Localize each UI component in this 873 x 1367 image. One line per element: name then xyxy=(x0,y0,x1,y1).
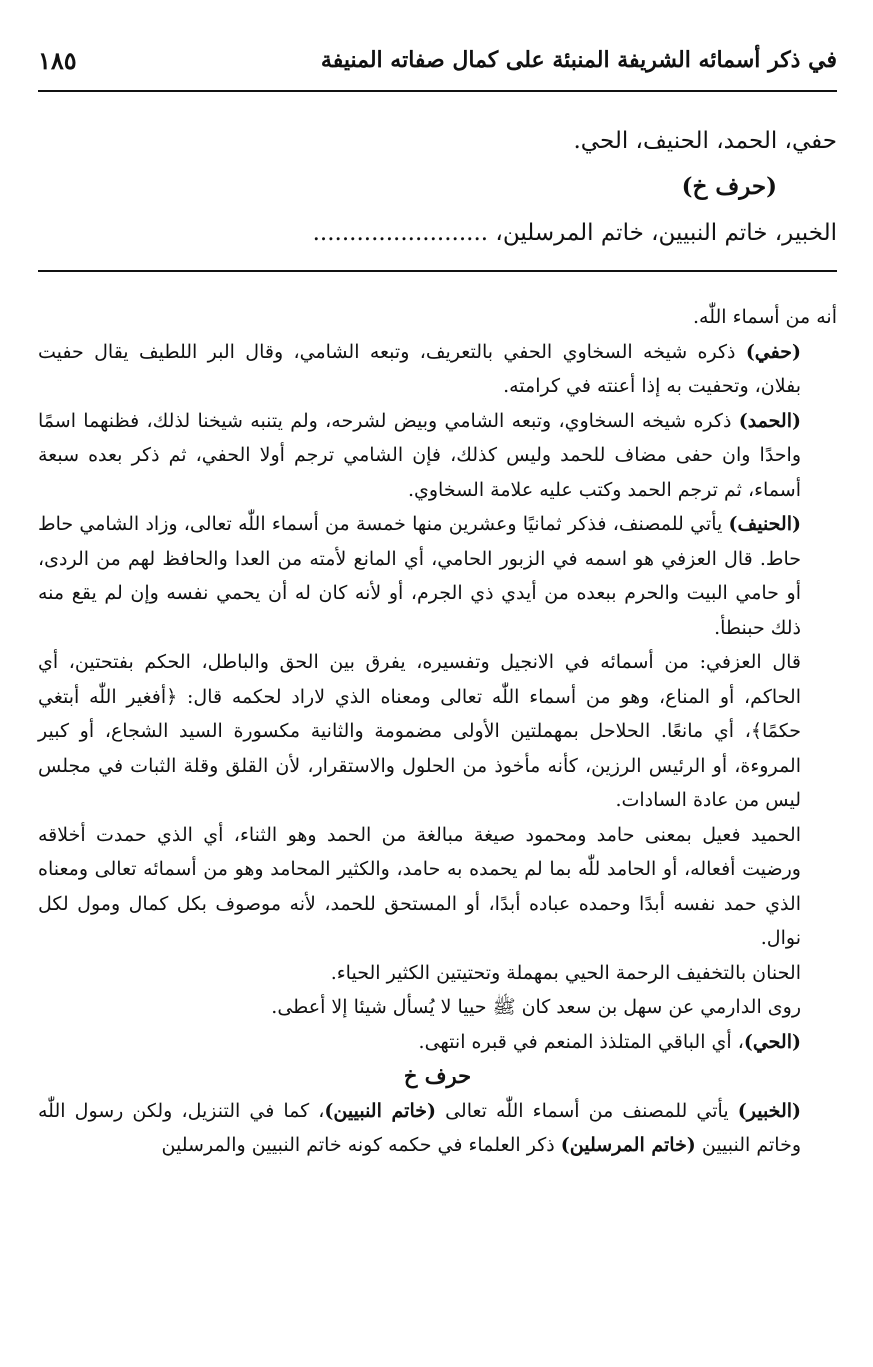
page-header xyxy=(38,30,837,92)
paragraph-darimi: روى الدارمي عن سهل بن سعد كان ﷺ حييا لا يُسأل شيئا إلا أعطى. xyxy=(271,996,801,1018)
matn-line-2 xyxy=(38,210,837,256)
term-hafi: (حفي) xyxy=(745,340,801,363)
paragraph-khabir-text-3: ذكر العلماء في حكمه كونه خاتم النبيين والمرسلين xyxy=(161,1134,561,1156)
paragraph-hanif xyxy=(38,507,837,645)
paragraph-khabir-text-2: ، كما في التنزيل، ولكن رسول اللّٰه وخاتم النبيين xyxy=(38,1099,801,1156)
paragraph-khabir xyxy=(38,1094,837,1163)
paragraph-khabir-text-1: يأتي للمصنف من أسماء اللّٰه تعالى xyxy=(436,1099,738,1122)
matn-divider xyxy=(38,270,837,272)
paragraph-hafi-text: ذكره شيخه السخاوي الحفي بالتعريف، وتبعه الشامي، وقال البر اللطيف يقال حفيت بفلان، وتحفيت به إذا أعنته في كرامته. xyxy=(38,340,801,397)
term-khatam-nabiyyin: (خاتم النبيين) xyxy=(324,1099,436,1122)
page-number: ١٨٥ xyxy=(38,45,77,75)
matn-block xyxy=(38,118,837,256)
commentary-block xyxy=(38,300,837,1163)
paragraph-hamid: الحميد فعيل بمعنى حامد ومحمود صيغة مبالغة من الحمد وهو الثناء، أي الذي حمدت أخلاقه ورضيت أفعاله، أو الحامد للّٰه بما لم يحمده به حامد، والكثير المحامد وهو من أسمائه تعالى ومعناه الذي حمد نفسه أبدًا وحمده عباده أبدًا، أو المستحق للحمد، لأنه موصوف بكل كمال ومول لكل نوال. xyxy=(38,823,801,949)
term-hayy: (الحي) xyxy=(743,1030,801,1053)
term-hamd: (الحمد) xyxy=(738,409,801,432)
matn-dots: ........................ xyxy=(312,220,489,246)
paragraph-azafi: قال العزفي: من أسمائه في الانجيل وتفسيره، يفرق بين الحق والباطل، الحكم بفتحتين، أي الحاكم، أو المناع، وهو من أسماء اللّٰه تعالى ومعناه الذي لاراد لحكمه قال: ﴿أفغير اللّٰه أبتغي حكمًا﴾، أي مانعًا. الحلاحل بمهملتين الأولى مضمومة والثانية مكسورة السيد الشجاع، أو كبير المروءة، أو الرئيس الرزين، كأنه مأخوذ من الحلول والاستقرار، لأن القلق وقلة الثبات في مجلس ليس من عادة السادات. xyxy=(38,651,801,811)
running-title: في ذكر أسمائه الشريفة المنبئة على كمال صفاته المنيفة xyxy=(320,47,837,73)
term-hanif: (الحنيف) xyxy=(728,513,801,535)
paragraph-hayy-text: ، أي الباقي المتلذذ المنعم في قبره انتهى. xyxy=(418,1030,744,1053)
paragraph-1: أنه من أسماء اللّٰه. xyxy=(692,306,837,328)
term-khatam-mursalin: (خاتم المرسلين) xyxy=(560,1134,696,1156)
matn-line-2-text: الخبير، خاتم النبيين، خاتم المرسلين، xyxy=(495,220,837,246)
matn-heading: (حرف خ) xyxy=(681,173,777,200)
paragraph-hafi xyxy=(38,335,837,404)
section-heading-kha: حرف خ xyxy=(403,1063,472,1088)
paragraph-hanif-text: يأتي للمصنف، فذكر ثمانيًا وعشرين منها خمسة من أسماء اللّٰه تعالى، وزاد الشامي حاط حاط. قال العزفي هو اسمه في الزبور الحامي، أي المانع لأمته من العدا والحافظ لهم من الردى، أو حامي البيت والحرم ببعده من أيدي ذي الجرم، أو لأنه كان له أن يحمي نفسه وإن لم يقع منه ذلك حبنطأ. xyxy=(38,513,801,639)
matn-line-1: حفي، الحمد، الحنيف، الحي. xyxy=(573,128,837,154)
paragraph-hayy xyxy=(38,1025,837,1060)
paragraph-hannan: الحنان بالتخفيف الرحمة الحيي بمهملة وتحتيتين الكثير الحياء. xyxy=(330,961,801,984)
paragraph-hamd xyxy=(38,404,837,508)
term-khabir: (الخبير) xyxy=(737,1099,801,1122)
paragraph-hamd-text: ذكره شيخه السخاوي، وتبعه الشامي وبيض لشرحه، ولم يتنبه شيخنا لذلك، فظنهما اسمًا واحدًا وان حفى مضاف للحمد وليس كذلك، فإن الشامي ترجم أولا الحفي، ثم ذكر بعده سبعة أسماء، ثم ترجم الحمد وكتب عليه علامة السخاوي. xyxy=(38,409,801,501)
